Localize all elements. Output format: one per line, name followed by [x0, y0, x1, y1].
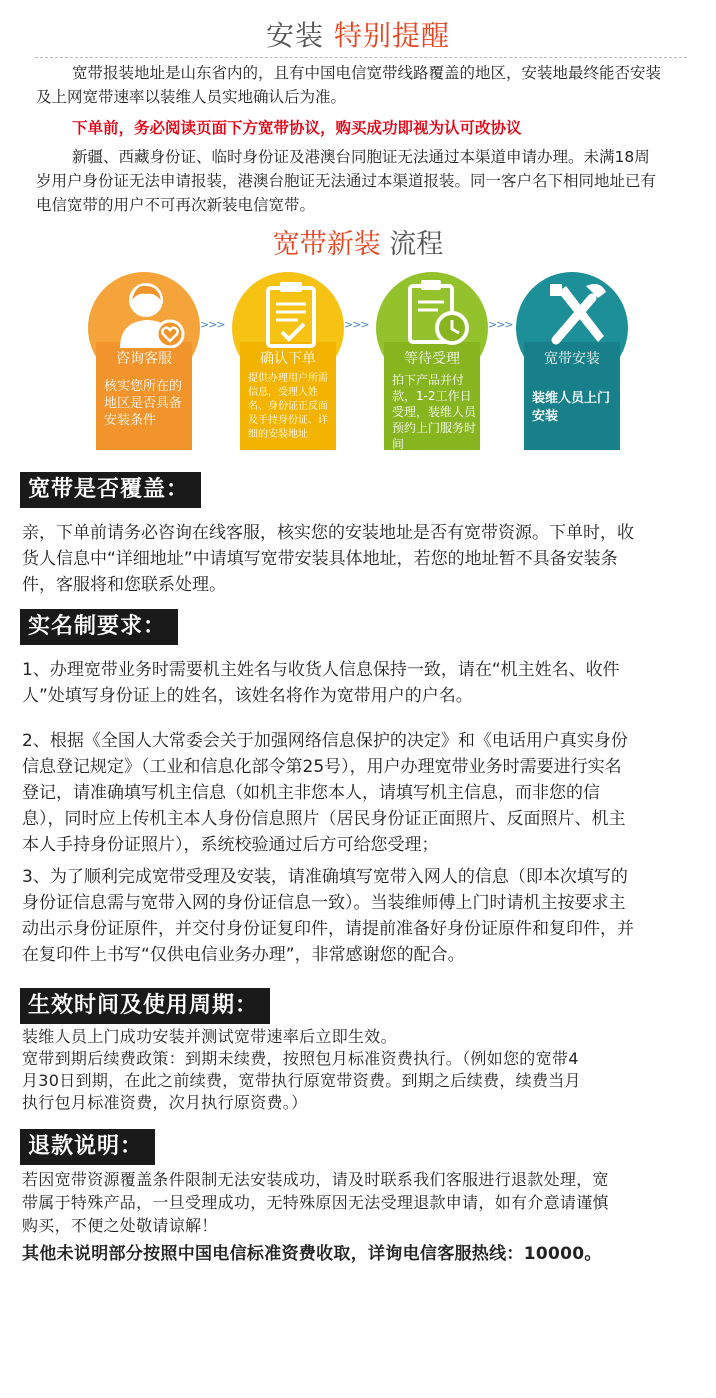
text-line: 月30日到期，在此之前续费，宽带执行原宽带资费。到期之后续费，续费当月 [22, 1071, 581, 1090]
process-title [0, 222, 716, 261]
arrow-3: >>> [488, 318, 513, 331]
reminder-title-a: 安装 [266, 19, 325, 52]
step-desc: 装维人员上门安装 [532, 391, 611, 424]
text-line: 货人信息中“详细地址”中请填写宽带安装具体地址，若您的地址暂不具备安装条 [22, 549, 618, 569]
realname-item-1 [22, 657, 698, 709]
text-line: 2、根据《全国人大常委会关于加强网络信息保护的决定》和《电话用户真实身份 [22, 731, 628, 751]
step-label: 等待受理 [404, 351, 460, 367]
tools-icon [542, 278, 618, 348]
text-line: 宽带报装地址是山东省内的，且有中国电信宽带线路覆盖的地区，安装地最终能否安装 [72, 64, 662, 82]
text-line: 及上网宽带速率以装维人员实地确认后为准。 [36, 88, 347, 106]
clipboard-clock-icon [402, 278, 478, 348]
text-line: 宽带到期后续费政策：到期未续费，按照包月标准资费执行。（例如您的宽带4 [22, 1049, 579, 1068]
step-desc: 核实您所在的地区是否具备安装条件 [104, 379, 183, 428]
text-line: 若因宽带资源覆盖条件限制无法安装成功，请及时联系我们客服进行退款处理，宽 [22, 1170, 609, 1189]
final-note: 其他未说明部分按照中国电信标准资费收取，详询电信客服热线：10000。 [22, 1244, 602, 1264]
text-line: 动出示身份证原件，并交付身份证复印件，请提前准备好身份证原件和复印件，并 [22, 919, 634, 939]
text-line: 购买，不便之处敬请谅解！ [22, 1216, 218, 1235]
refund-heading: 退款说明： [20, 1129, 155, 1165]
clipboard-check-icon [258, 278, 334, 348]
text-line: 1、办理宽带业务时需要机主姓名与收货人信息保持一致，请在“机主姓名、收件 [22, 660, 620, 680]
coverage-heading: 宽带是否覆盖： [20, 472, 201, 508]
text-line: 件，客服将和您联系处理。 [22, 575, 226, 595]
arrow-2: >>> [344, 318, 369, 331]
step-confirm-order [240, 272, 336, 450]
text-line: 新疆、西藏身份证、临时身份证及港澳台同胞证无法通过本渠道申请办理。未满18周 [72, 148, 650, 166]
reminder-title-b: 特别提醒 [333, 19, 450, 52]
realname-item-2 [22, 728, 698, 858]
step-wait-accept [384, 272, 480, 450]
step-label: 宽带安装 [544, 351, 600, 367]
step-desc: 提供办理用户所需信息，受理人姓名、身份证正反面及手持身份证、详细的安装地址 [248, 373, 328, 440]
text-line: 人”处填写身份证上的姓名，该姓名将作为宽带用户的户名。 [22, 686, 473, 706]
realname-item-3 [22, 864, 698, 968]
text-line: 亲，下单前请务必咨询在线客服，核实您的安装地址是否有宽带资源。下单时，收 [22, 523, 634, 543]
divider [35, 57, 687, 58]
reminder-para2 [36, 145, 686, 217]
reminder-title [0, 14, 716, 54]
text-line: 息），同时应上传机主本人身份信息照片（居民身份证正面照片、反面照片、机主 [22, 809, 626, 829]
text-line: 电信宽带的用户不可再次新装电信宽带。 [36, 196, 316, 214]
step-consult [96, 272, 192, 450]
reminder-para1 [36, 61, 686, 109]
step-label: 确认下单 [260, 351, 316, 367]
arrow-1: >>> [200, 318, 225, 331]
text-line: 登记，请准确填写机主信息（如机主非您本人，请填写机主信息，而非您的信 [22, 783, 600, 803]
validity-heading: 生效时间及使用周期： [20, 988, 270, 1024]
validity-text [22, 1026, 698, 1114]
text-line: 执行包月标准资费，次月执行原资费。） [22, 1093, 308, 1112]
coverage-text [22, 520, 698, 598]
text-line: 岁用户身份证无法申请报装，港澳台胞证无法通过本渠道报装。同一客户名下相同地址已有 [36, 172, 657, 190]
step-label: 咨询客服 [116, 351, 172, 367]
text-line: 装维人员上门成功安装并测试宽带速率后立即生效。 [22, 1027, 397, 1046]
red-note: 下单前，务必阅读页面下方宽带协议，购买成功即视为认可改协议 [72, 119, 522, 137]
refund-text [22, 1168, 698, 1237]
realname-heading: 实名制要求： [20, 609, 178, 645]
process-title-b: 流程 [389, 229, 444, 260]
process-title-a: 宽带新装 [272, 229, 381, 260]
text-line: 带属于特殊产品，一旦受理成功，无特殊原因无法受理退款申请，如有介意请谨慎 [22, 1193, 609, 1212]
text-line: 信息登记规定》（工业和信息化部令第25号），用户办理宽带业务时需要进行实名 [22, 757, 622, 777]
text-line: 身份证信息需与宽带入网的身份证信息一致）。当装维师傅上门时请机主按要求主 [22, 893, 626, 913]
step-desc: 拍下产品并付款，1-2工作日受理，装维人员预约上门服务时间 [392, 373, 477, 451]
step-install [524, 272, 620, 450]
person-heart-icon [114, 278, 190, 348]
text-line: 在复印件上书写“仅供电信业务办理”，非常感谢您的配合。 [22, 945, 465, 965]
text-line: 3、为了顺利完成宽带受理及安装，请准确填写宽带入网人的信息（即本次填写的 [22, 867, 628, 887]
text-line: 本人手持身份证照片），系统校验通过后方可给您受理； [22, 835, 439, 855]
